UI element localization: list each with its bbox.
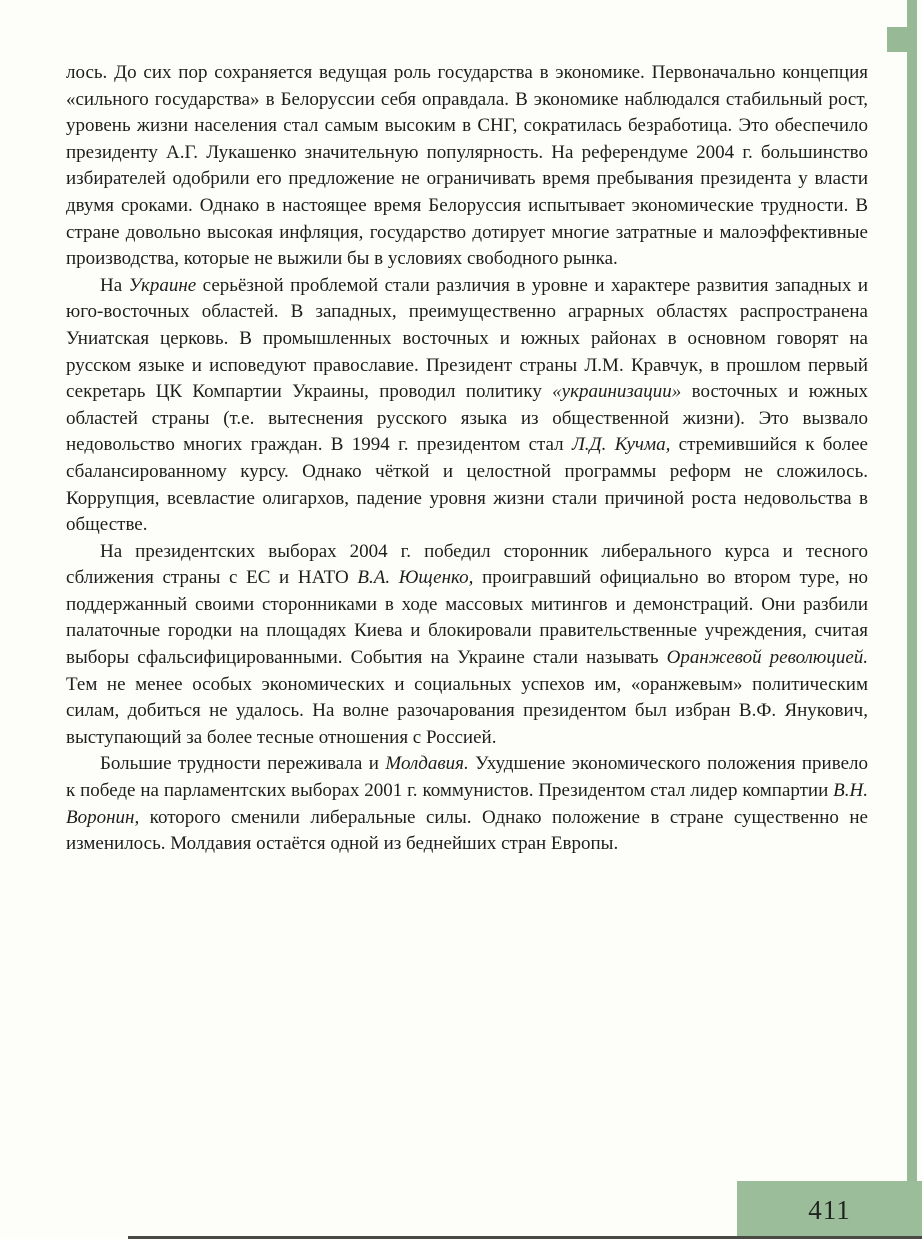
italic-text-segment: Молдавия.	[385, 753, 469, 775]
italic-text-segment: Украине	[128, 274, 197, 296]
text-segment: лось. До сих пор сохраняется ведущая роль государства в экономике. Первоначально концепция «сильного государства» в Белоруссии себя оправдала. В экономике наблюдался стабильный рост, уровень жизни населения стал самым высоким в СНГ, сократилась безработица. Это обеспечило президенту А.Г. Лукашенко значительную популярность. На референдуме 2004 г. большинство избирателей одобрили его предложение не ограничивать время пребывания президента у власти двумя сроками. Однако в настоящее время Белоруссия испытывает экономические трудности. В стране довольно высокая инфляция, государство дотирует многие затратные и малоэффективные производства, которые не выжили бы в условиях свободного рынка.	[66, 62, 868, 270]
text-segment: стремившийся к более сбалансированному курсу. Однако чёткой и целостной программы реформ не сложилось. Коррупция, всевластие олигархов, падение уровня жизни стали причиной роста недовольства в обществе.	[66, 434, 868, 536]
page-body-text	[66, 60, 868, 858]
text-segment: проигравший официально во втором туре, но поддержанный своими сторонниками в ходе массовых митингов и демонстраций. Они разбили палаточные городки на площадях Киева и блокировали правительственные учреждения, считая выборы сфальсифицированными. События на Украине стали называть	[66, 567, 868, 669]
text-segment: Большие трудности переживала и	[100, 753, 386, 775]
italic-text-segment: В.Н. Воронин	[66, 780, 868, 828]
chapter-corner-marker	[887, 27, 912, 52]
page-edge-color-stripe	[907, 0, 917, 1239]
paragraph	[66, 273, 868, 539]
italic-text-segment: Оранжевой революцией.	[666, 647, 869, 669]
paragraph	[66, 751, 868, 857]
text-segment: восточных и южных областей страны (т.е. вытеснения русского языка из общественной жизни). Это вызвало недовольство многих граждан. В 1994 г. президентом стал	[66, 381, 869, 456]
text-segment: , которого сменили либеральные силы. Однако положение в стране существенно не изменилось. Молдавия остаётся одной из беднейших стран Европы.	[66, 806, 868, 855]
italic-text-segment: «украинизации»	[552, 381, 682, 403]
italic-text-segment: Л.Д. Кучма,	[571, 434, 671, 456]
text-segment: серьёзной проблемой стали различия в уровне и характере развития западных и юго-восточных областей. В западных, преимущественно аграрных областях распространена Униатская церковь. В промышленных восточных и южных районах в основном говорят на русском языке и исповедуют православие. Президент страны Л.М. Кравчук, в прошлом первый секретарь ЦК Компартии Украины, проводил политику	[66, 274, 868, 403]
paragraph	[66, 60, 868, 273]
italic-text-segment: В.А. Ющенко,	[357, 567, 474, 589]
page-number-box	[737, 1181, 922, 1239]
paragraph	[66, 539, 868, 752]
page-number: 411	[808, 1194, 851, 1225]
text-segment: На президентских выборах 2004 г. победил сторонник либерального курса и тесного сближения страны с ЕС и НАТО	[66, 540, 868, 589]
text-segment: На	[100, 274, 129, 296]
text-segment: Тем не менее особых экономических и социальных успехов им, «оранжевым» политическим силам, добиться не удалось. На волне разочарования президентом был избран В.Ф. Янукович, выступающий за более тесные отношения с Россией.	[66, 673, 868, 748]
text-segment: Ухудшение экономического положения привело к победе на парламентских выборах 2001 г. коммунистов. Президентом стал лидер компартии	[66, 753, 868, 802]
